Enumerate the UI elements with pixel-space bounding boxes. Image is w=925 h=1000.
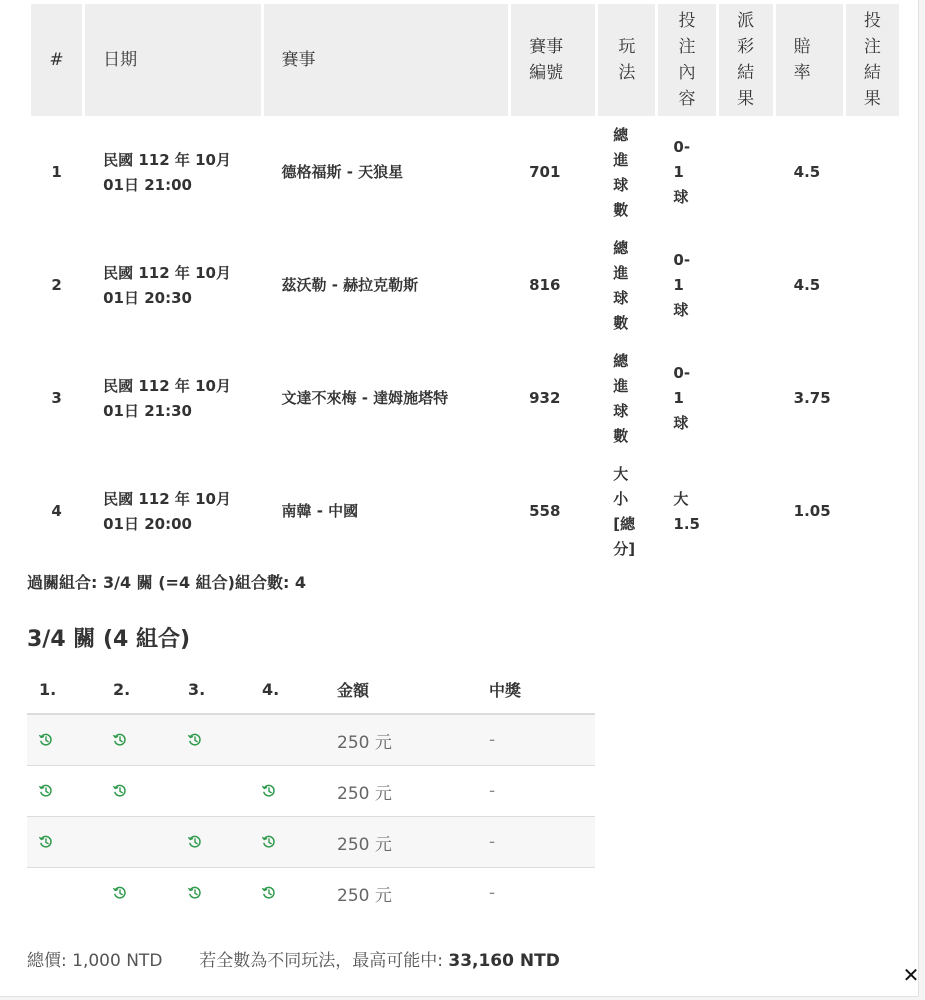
clock-pending-icon bbox=[262, 766, 276, 816]
close-button[interactable]: ✕ bbox=[902, 963, 920, 987]
row-date: 民國 112 年 10月 01日 21:30 bbox=[103, 376, 231, 420]
col-header-bet-content: 投 注 內 容 bbox=[658, 4, 715, 116]
col-header-match: 賽事 bbox=[264, 4, 509, 116]
combo-win: - bbox=[489, 730, 496, 750]
table-row bbox=[31, 229, 899, 342]
col-header-odds: 賠 率 bbox=[776, 4, 843, 116]
row-play: 總 進 球 數 bbox=[613, 238, 629, 332]
clock-pending-icon bbox=[188, 715, 202, 765]
table-row bbox=[31, 342, 899, 455]
row-odds: 3.75 bbox=[793, 389, 831, 407]
row-odds: 1.05 bbox=[793, 502, 831, 520]
row-bet-content: 0- 1 球 bbox=[673, 138, 691, 206]
total-footer bbox=[27, 946, 560, 971]
row-play: 總 進 球 數 bbox=[613, 351, 629, 445]
row-bet-content: 大 1.5 bbox=[673, 489, 700, 533]
clock-pending-icon bbox=[188, 868, 202, 918]
row-bet-result bbox=[846, 116, 899, 229]
clock-pending-icon bbox=[113, 766, 127, 816]
combo-col-1: 1. bbox=[39, 680, 57, 699]
row-odds: 4.5 bbox=[793, 163, 821, 181]
combo-win: - bbox=[489, 781, 496, 801]
clock-pending-icon bbox=[188, 817, 202, 867]
combo-amount: 250 元 bbox=[337, 732, 392, 753]
row-date: 民國 112 年 10月 01日 20:00 bbox=[103, 489, 231, 533]
col-header-num: # bbox=[31, 4, 82, 116]
row-num: 4 bbox=[51, 502, 62, 520]
row-bet-content: 0- 1 球 bbox=[673, 251, 691, 319]
combo-col-4: 4. bbox=[262, 680, 280, 699]
combo-col-win: 中獎 bbox=[489, 681, 522, 700]
row-match: 茲沃勒 - 赫拉克勒斯 bbox=[281, 276, 419, 294]
col-header-payout: 派 彩 結 果 bbox=[719, 4, 773, 116]
combo-col-amount: 金額 bbox=[337, 681, 370, 700]
total-label: 總價: bbox=[27, 951, 67, 971]
row-match-no: 816 bbox=[529, 276, 561, 294]
row-payout bbox=[719, 229, 773, 342]
combo-row bbox=[27, 766, 595, 817]
row-bet-result bbox=[846, 229, 899, 342]
row-bet-content: 0- 1 球 bbox=[673, 364, 691, 432]
row-payout bbox=[719, 455, 773, 568]
col-header-bet-result: 投 注 結 果 bbox=[846, 4, 899, 116]
total-value: 1,000 NTD bbox=[72, 951, 163, 971]
max-win-label: 若全數為不同玩法，最高可能中: bbox=[199, 951, 443, 971]
combo-summary: 過關組合: 3/4 關 (=4 組合)組合數: 4 bbox=[27, 573, 307, 592]
col-header-date: 日期 bbox=[85, 4, 260, 116]
row-odds: 4.5 bbox=[793, 276, 821, 294]
col-header-match-no: 賽事 編號 bbox=[511, 4, 595, 116]
row-payout bbox=[719, 342, 773, 455]
row-match: 德格福斯 - 天狼星 bbox=[281, 163, 404, 181]
combo-row bbox=[27, 817, 595, 868]
row-play: 總 進 球 數 bbox=[613, 125, 629, 219]
clock-pending-icon bbox=[39, 817, 53, 867]
row-match-no: 701 bbox=[529, 163, 561, 181]
max-win-value: 33,160 NTD bbox=[448, 951, 560, 971]
col-header-play: 玩 法 bbox=[598, 4, 655, 116]
row-match-no: 558 bbox=[529, 502, 561, 520]
clock-pending-icon bbox=[113, 715, 127, 765]
row-bet-result bbox=[846, 455, 899, 568]
row-bet-result bbox=[846, 342, 899, 455]
clock-pending-icon bbox=[262, 868, 276, 918]
row-payout bbox=[719, 116, 773, 229]
clock-pending-icon bbox=[262, 817, 276, 867]
clock-pending-icon bbox=[39, 766, 53, 816]
table-row bbox=[31, 455, 899, 568]
combo-title: 3/4 關 (4 組合) bbox=[27, 627, 191, 652]
row-num: 3 bbox=[51, 389, 62, 407]
row-match: 文達不來梅 - 達姆施塔特 bbox=[281, 389, 449, 407]
clock-pending-icon bbox=[39, 715, 53, 765]
combo-amount: 250 元 bbox=[337, 783, 392, 804]
row-date: 民國 112 年 10月 01日 21:00 bbox=[103, 150, 231, 194]
combo-header-row bbox=[27, 666, 595, 715]
row-num: 1 bbox=[51, 163, 62, 181]
combo-row bbox=[27, 715, 595, 766]
row-play: 大 小 [總 分] bbox=[613, 464, 636, 558]
row-date: 民國 112 年 10月 01日 20:30 bbox=[103, 263, 231, 307]
combo-amount: 250 元 bbox=[337, 834, 392, 855]
combo-row bbox=[27, 868, 595, 918]
row-match: 南韓 - 中國 bbox=[281, 502, 359, 520]
table-row bbox=[31, 116, 899, 229]
row-match-no: 932 bbox=[529, 389, 561, 407]
combo-win: - bbox=[489, 883, 496, 903]
combo-amount: 250 元 bbox=[337, 885, 392, 906]
combo-table bbox=[27, 666, 595, 918]
bet-selections-table bbox=[28, 4, 902, 568]
row-num: 2 bbox=[51, 276, 62, 294]
clock-pending-icon bbox=[113, 868, 127, 918]
combo-win: - bbox=[489, 832, 496, 852]
table-header-row bbox=[31, 4, 899, 116]
combo-col-3: 3. bbox=[188, 680, 206, 699]
combo-col-2: 2. bbox=[113, 680, 131, 699]
